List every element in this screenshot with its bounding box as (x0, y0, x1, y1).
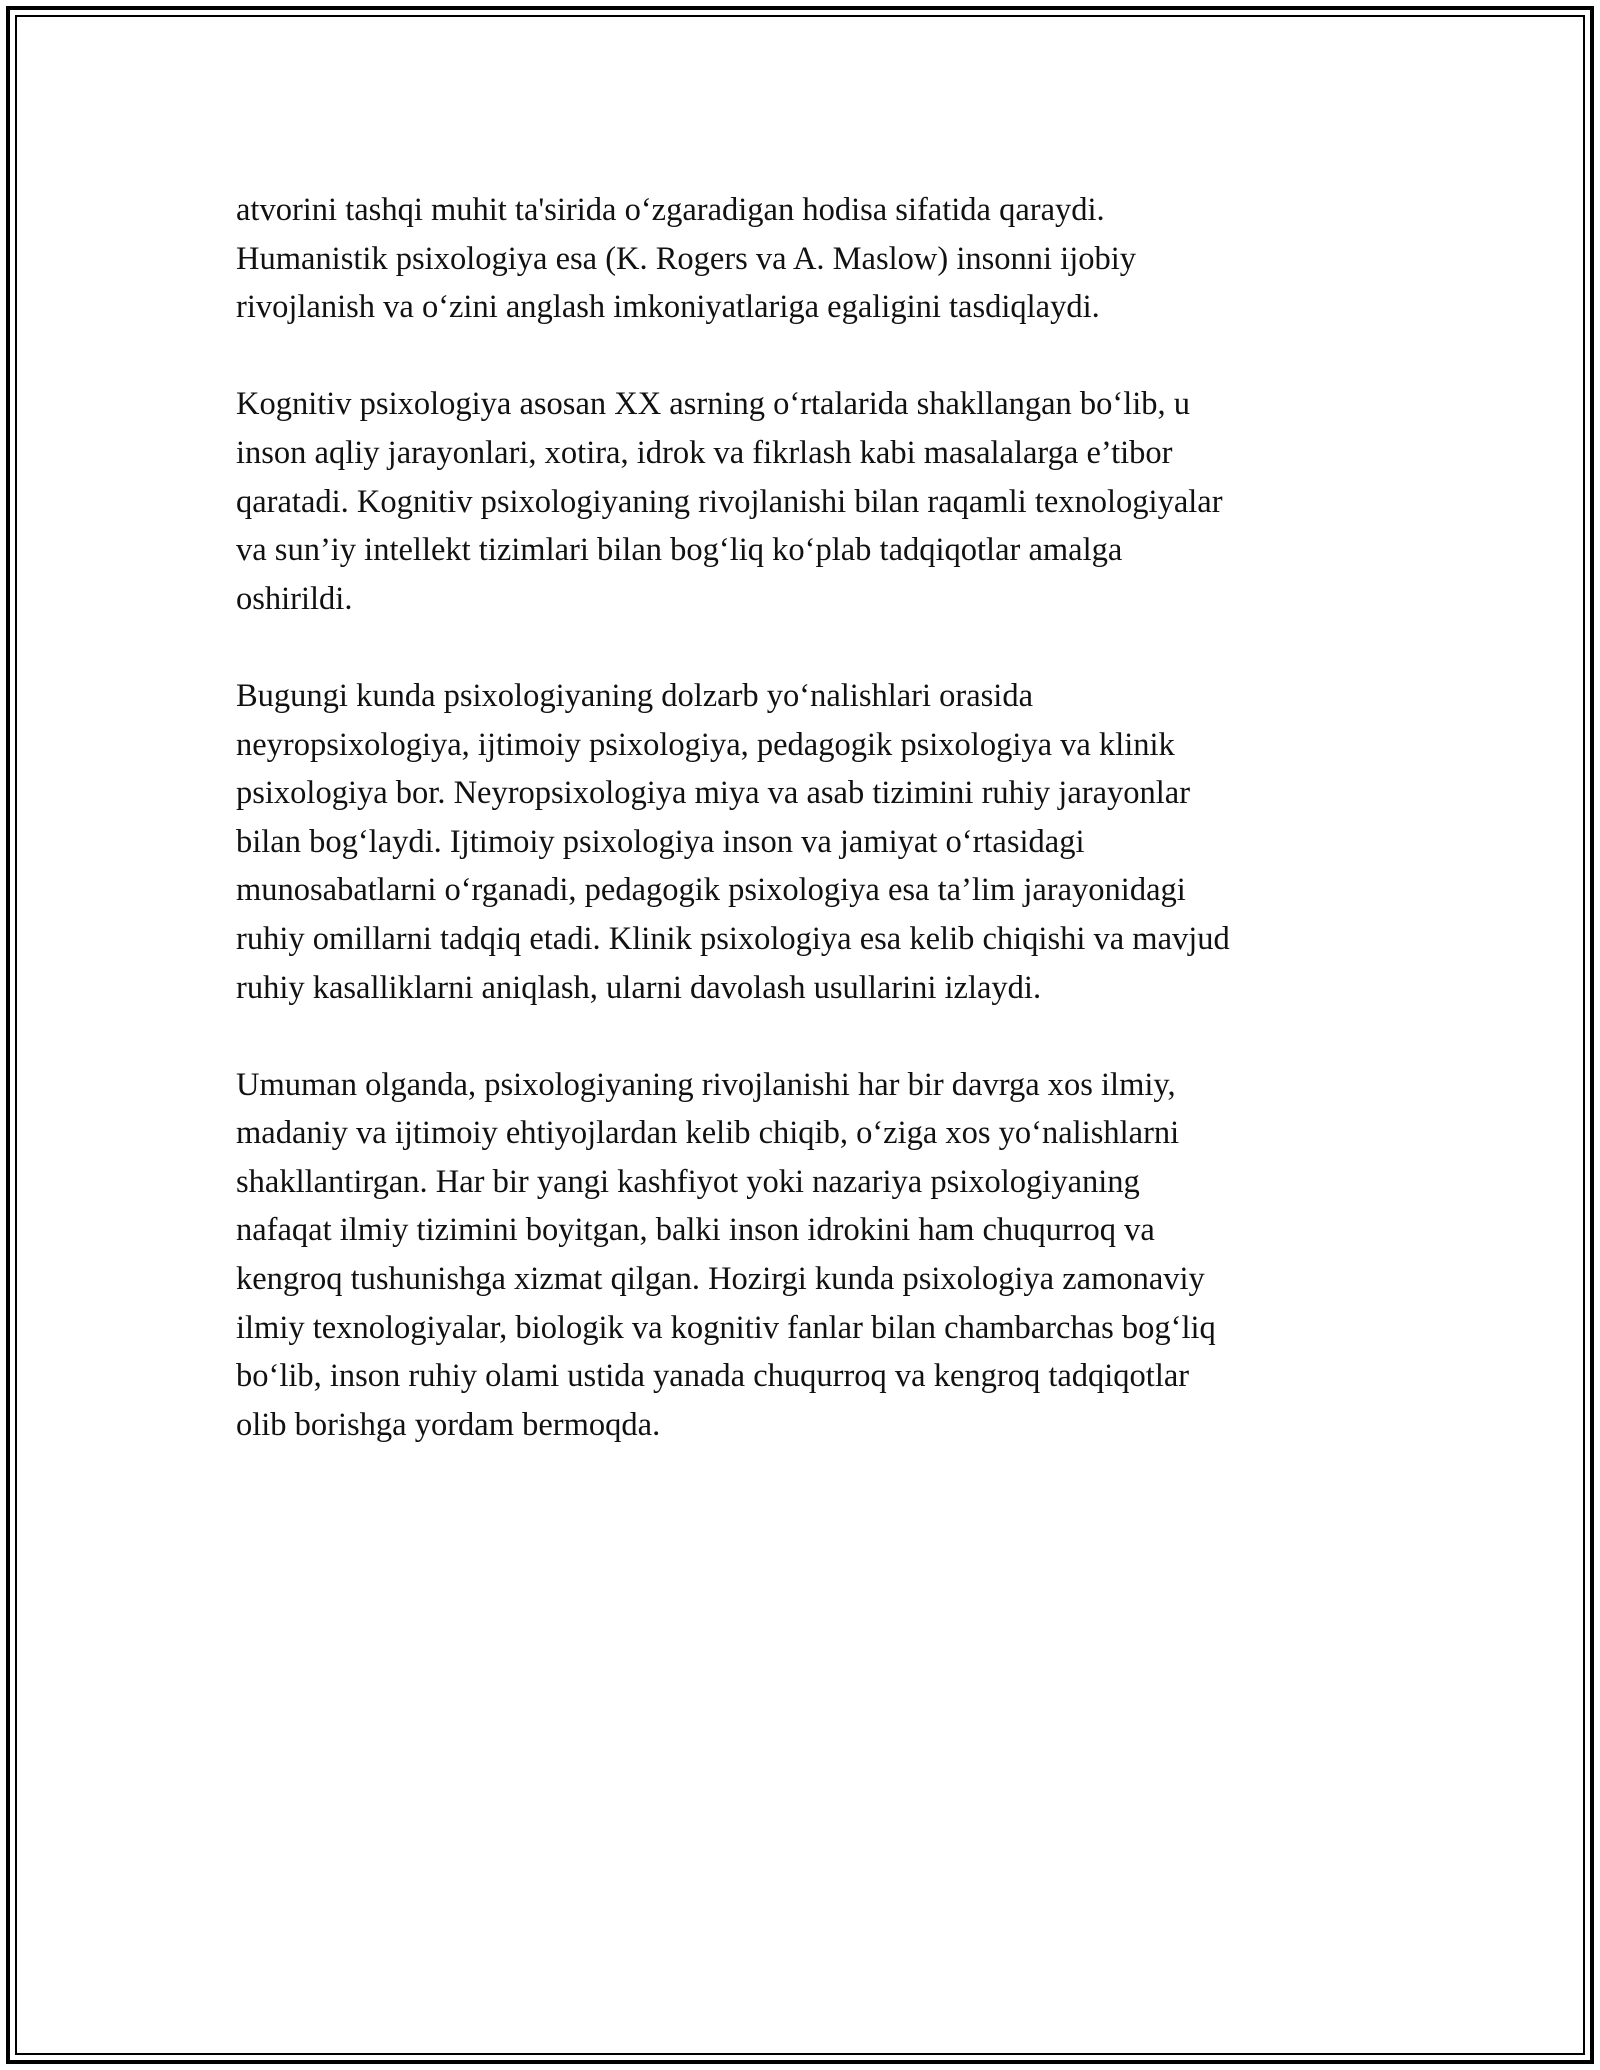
text-line: atvorini tashqi muhit ta'sirida o‘zgaradigan hodisa sifatida qaraydi. (236, 192, 1105, 228)
text-line: kengroq tushunishga xizmat qilgan. Hozirgi kunda psixologiya zamonaviy (236, 1261, 1205, 1298)
text-line: ruhiy omillarni tadqiq etadi. Klinik psixologiya esa kelib chiqishi va mavjud (236, 920, 1230, 957)
text-line: psixologiya bor. Neyropsixologiya miya va asab tizimini ruhiy jarayonlar (236, 775, 1191, 812)
text-line: rivojlanish va o‘zini anglash imkoniyatlariga egaligini tasdiqlaydi. (236, 289, 1100, 326)
text-line: neyropsixologiya, ijtimoiy psixologiya, pedagogik psixologiya va klinik (236, 726, 1175, 763)
text-line: nafaqat ilmiy tizimini boyitgan, balki inson idrokini ham chuqurroq va (236, 1212, 1155, 1249)
paragraph-current-directions (236, 672, 1366, 1012)
text-line: shakllantirgan. Har bir yangi kashfiyot yoki nazariya psixologiyaning (236, 1163, 1140, 1200)
text-line: Umuman olganda, psixologiyaning rivojlanishi har bir davrga xos ilmiy, (236, 1066, 1176, 1103)
text-line: oshirildi. (236, 580, 353, 617)
text-line: qaratadi. Kognitiv psixologiyaning rivojlanishi bilan raqamli texnologiyalar (236, 483, 1223, 520)
text-line: va sun’iy intellekt tizimlari bilan bog‘liq ko‘plab tadqiqotlar amalga (236, 532, 1123, 569)
paragraph-cognitive-psychology (236, 380, 1366, 623)
text-line: Kognitiv psixologiya asosan XX asrning o‘rtalarida shakllangan bo‘lib, u (236, 386, 1191, 423)
text-line: bo‘lib, inson ruhiy olami ustida yanada chuqurroq va kengroq tadqiqotlar (236, 1358, 1190, 1395)
text-line: Humanistik psixologiya esa (K. Rogers va A. Maslow) insonni ijobiy (236, 240, 1137, 277)
text-line: olib borishga yordam bermoqda. (236, 1406, 661, 1443)
text-line: inson aqliy jarayonlari, xotira, idrok va fikrlash kabi masalalarga e’tibor (236, 434, 1173, 471)
page-body (236, 186, 1366, 1498)
paragraph-conclusion (236, 1061, 1366, 1450)
text-line: ruhiy kasalliklarni aniqlash, ularni davolash usullarini izlaydi. (236, 969, 1042, 1006)
paragraph-behaviorism-humanism (236, 186, 1366, 332)
text-line: ilmiy texnologiyalar, biologik va kognitiv fanlar bilan chambarchas bog‘liq (236, 1309, 1216, 1346)
text-line: bilan bog‘laydi. Ijtimoiy psixologiya inson va jamiyat o‘rtasidagi (236, 823, 1085, 860)
text-line: Bugungi kunda psixologiyaning dolzarb yo‘nalishlari orasida (236, 677, 1034, 714)
text-line: munosabatlarni o‘rganadi, pedagogik psixologiya esa ta’lim jarayonidagi (236, 872, 1186, 909)
text-line: madaniy va ijtimoiy ehtiyojlardan kelib chiqib, o‘ziga xos yo‘nalishlarni (236, 1115, 1180, 1152)
